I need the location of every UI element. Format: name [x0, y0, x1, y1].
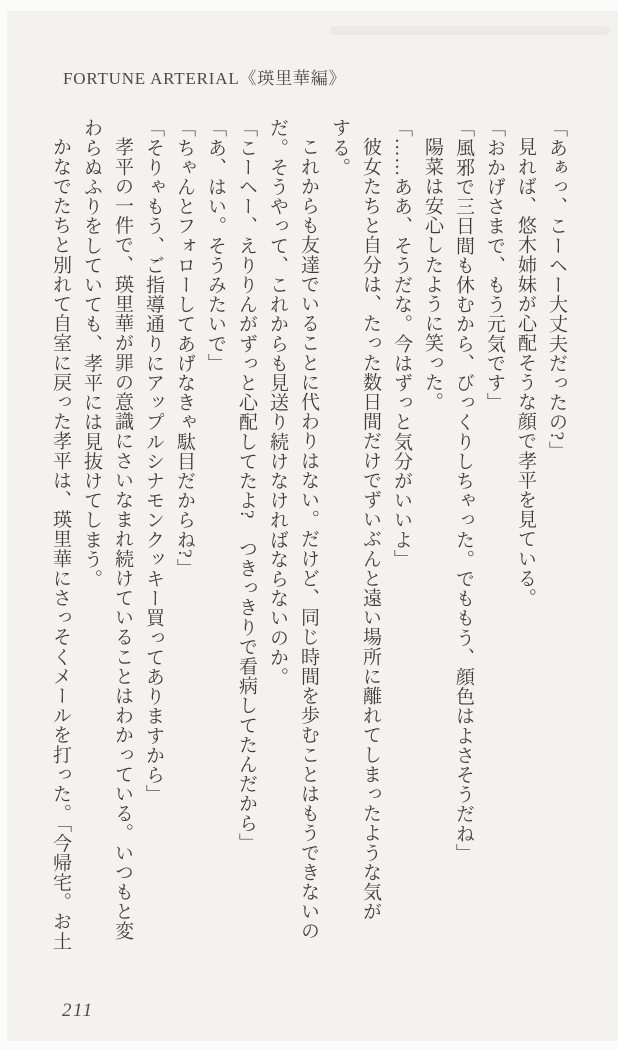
- scan-edge-left: [0, 0, 7, 1050]
- body-text: [45, 118, 572, 976]
- text-column: 「こーヘー、えりりんがずっと心配してたよ? つきっきりで看病してたんだから」: [236, 118, 257, 853]
- text-column: 「風邪で三日間も休むから、びっくりしちゃった。でももう、顔色はよさそうだね」: [453, 118, 474, 863]
- text-column: 孝平の一件で、瑛里華が罪の意識にさいなまれ続けていることはわかっている。いつもと変: [112, 137, 133, 941]
- scan-edge-bottom: [0, 1041, 618, 1050]
- text-column: 陽菜は安心したように笑った。: [422, 137, 443, 412]
- text-column: 「……ああ、そうだな。今はずっと気分がいいよ」: [391, 118, 412, 569]
- text-column: かなでたちと別れて自室に戻った孝平は、瑛里華にさっそくメールを打った。「今帰宅。お土: [50, 137, 71, 951]
- scan-artifact-smudge: [330, 26, 610, 35]
- text-column: だ。そうやって、これからも見送り続けなければならないのか。: [267, 118, 288, 687]
- text-column: 「ちゃんとフォローしてあげなきゃ駄目だからね?」: [174, 118, 195, 578]
- text-column: これからも友達でいることに代わりはない。だけど、同じ時間を歩むことはもうできないの: [298, 137, 319, 941]
- text-column: 「あぁっ、こーヘー大丈夫だったの?」: [546, 118, 567, 461]
- scan-edge-top: [0, 0, 618, 11]
- text-column: 「おかげさまで、もう元気です」: [484, 118, 505, 412]
- text-column: 見れば、悠木姉妹が心配そうな顔で孝平を見ている。: [515, 137, 536, 608]
- text-column: 彼女たちと自分は、たった数日間だけでずいぶんと遠い場所に離れてしまったような気が: [360, 137, 381, 921]
- running-header: FORTUNE ARTERIAL《瑛里華編》: [63, 69, 347, 88]
- text-column: 「あ、はい。そうみたいで」: [205, 118, 226, 373]
- page-number: 211: [62, 1000, 94, 1021]
- text-column: 「そりゃもう、ご指導通りにアップルシナモンクッキー買ってありますから」: [143, 118, 164, 804]
- text-column: する。: [329, 118, 350, 177]
- text-column: わらぬふりをしていても、孝平には見抜けてしまう。: [81, 118, 102, 589]
